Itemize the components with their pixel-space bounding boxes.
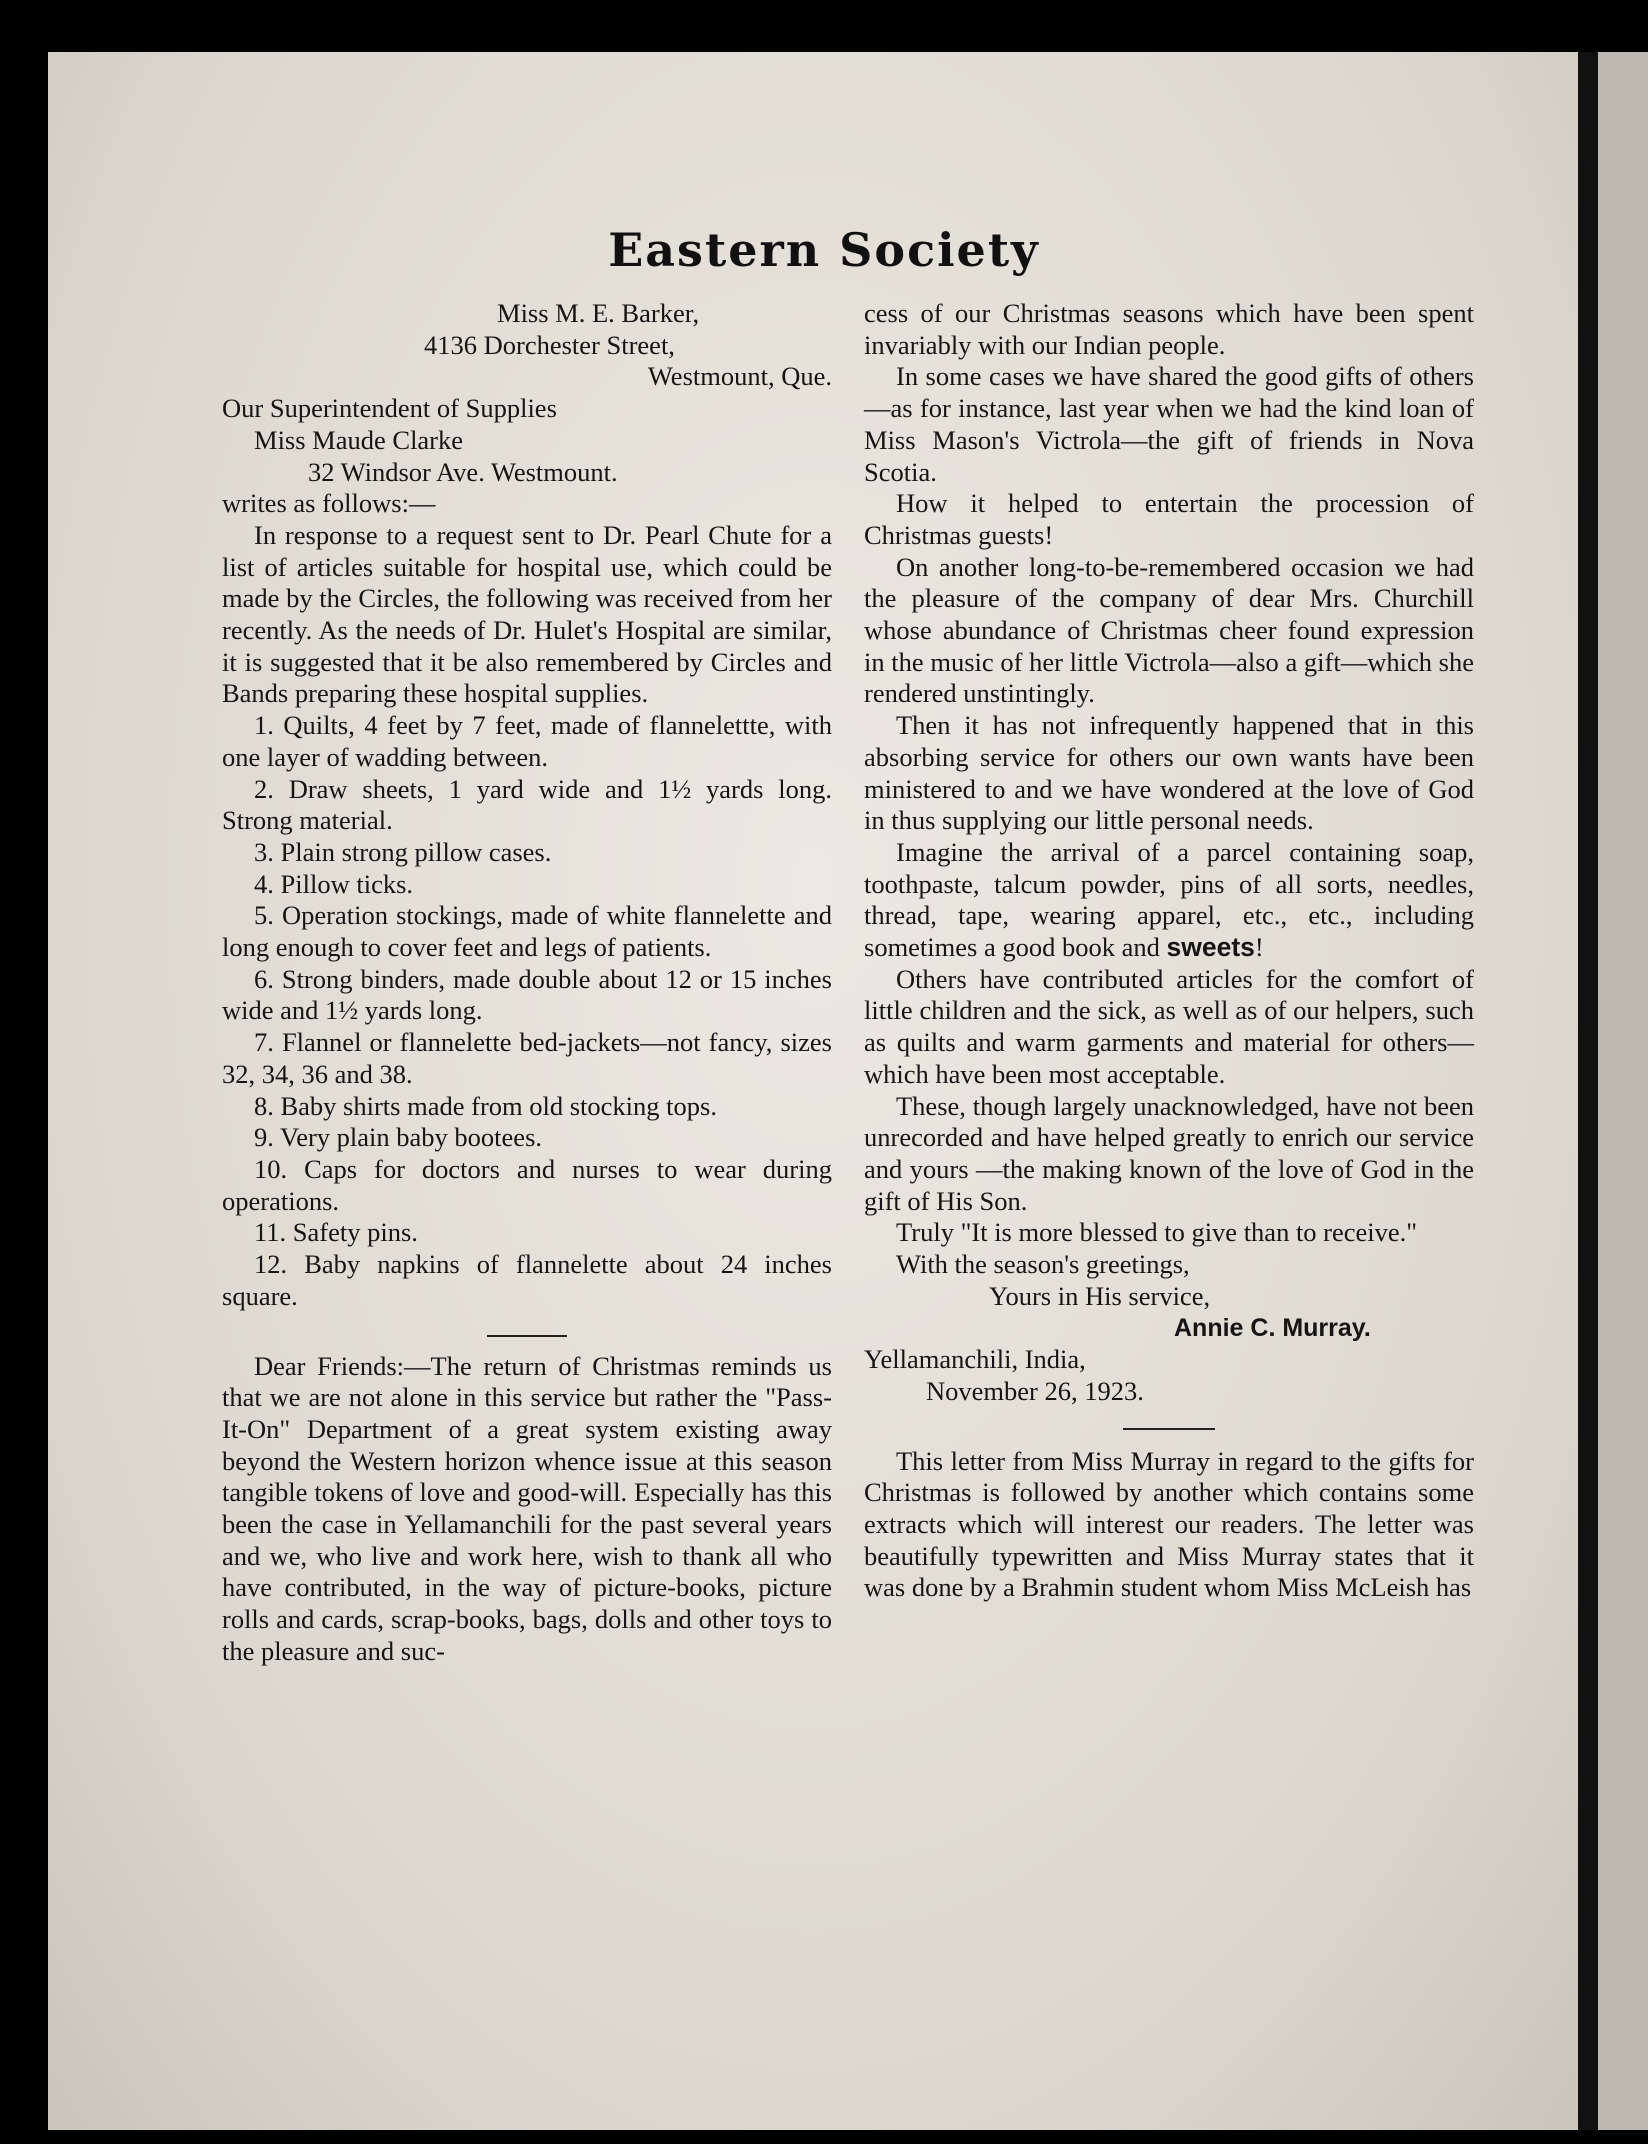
letter-paragraph: cess of our Christmas seasons which have been spent invariably with our Indian people. <box>864 298 1474 360</box>
section-divider <box>487 1335 567 1337</box>
letter-paragraph <box>864 837 1474 964</box>
letter-paragraph: Dear Friends:—The return of Christmas reminds us that we are not alone in this service but rather the "Pass-It-On" Department of a great system existing away beyond the Western horizon whence issue at this season tangible tokens of love and good-will. Especially has this been the case in Yellamanchili for the past several years and we, who live and work here, wish to thank all who have contributed, in the way of picture-books, picture rolls and cards, scrap-books, bags, dolls and other toys to the pleasure and suc- <box>222 1350 832 1666</box>
list-item: 6. Strong binders, made double about 12 or 15 inches wide and 1½ yards long. <box>222 963 832 1026</box>
letter-paragraph: In some cases we have shared the good gifts of others—as for instance, last year when we had the kind loan of Miss Mason's Victrola—the gift of friends in Nova Scotia. <box>864 361 1474 487</box>
address-line: Miss M. E. Barker, <box>497 298 700 328</box>
list-item: 8. Baby shirts made from old stocking tops. <box>254 1090 717 1121</box>
superintendent-line: Miss Maude Clarke <box>254 424 464 455</box>
list-item: 10. Caps for doctors and nurses to wear during operations. <box>222 1153 832 1216</box>
paragraph-text: ! <box>1254 932 1264 963</box>
letter-paragraph: These, though largely unacknowledged, have not been unrecorded and have helped greatly to enrich our service and yours —the making known of the love of God in the gift of His Son. <box>864 1090 1474 1216</box>
closing: Yours in His service, <box>989 1280 1211 1311</box>
superintendent-line: 32 Windsor Ave. Westmount. <box>308 456 618 487</box>
list-item: 1. Quilts, 4 feet by 7 feet, made of flannelettte, with one layer of wadding between. <box>222 710 832 772</box>
editor-note: This letter from Miss Murray in regard to the gifts for Christmas is followed by another which contains some extracts which will interest our readers. The letter was beautifully typewritten and Miss Murray states that it was done by a Brahmin student whom Miss McLeish has <box>864 1445 1474 1603</box>
superintendent-line: Our Superintendent of Supplies <box>222 393 557 424</box>
intro-paragraph: In response to a request sent to Dr. Pearl Chute for a list of articles suitable for hospital use, which could be made by the Circles, the following was received from her recently. As the needs of Dr. Hulet's Hospital are similar, it is suggested that it be also remembered by Circles and Bands preparing these hospital supplies. <box>222 519 832 709</box>
place-line: Yellamanchili, India, <box>864 1344 1086 1375</box>
list-item: 11. Safety pins. <box>254 1217 418 1248</box>
right-column <box>864 298 1474 1604</box>
emphasis-text: sweets <box>1166 932 1255 963</box>
letter-paragraph: How it helped to entertain the procession of Christmas guests! <box>864 488 1474 550</box>
address-line: Westmount, Que. <box>647 361 832 392</box>
greeting: With the season's greetings, <box>896 1249 1190 1280</box>
letter-paragraph: Truly "It is more blessed to give than to receive." <box>896 1217 1418 1248</box>
address-line: 4136 Dorchester Street, <box>424 329 675 360</box>
letter-paragraph: Others have contributed articles for the comfort of little children and the sick, as well as of our helpers, such as quilts and warm garments and material for others—which have been most acceptable. <box>864 963 1474 1089</box>
letter-paragraph: Then it has not infrequently happened that in this absorbing service for others our own wants have been ministered to and we have wondered at the love of God in thus supplying our little personal needs. <box>864 710 1474 836</box>
list-item: 4. Pillow ticks. <box>254 868 414 899</box>
superintendent-line: writes as follows:— <box>222 488 436 519</box>
date-line: November 26, 1923. <box>926 1375 1144 1406</box>
binding-edge <box>1578 52 1598 2130</box>
signature: Annie C. Murray. <box>1174 1313 1371 1342</box>
letter-paragraph: On another long-to-be-remembered occasion we had the pleasure of the company of dear Mrs. Churchill whose abundance of Christmas cheer found expression in the music of her little Victrola—also a gift—which she rendered unstintingly. <box>864 551 1474 709</box>
left-column <box>222 298 832 1668</box>
list-item: 2. Draw sheets, 1 yard wide and 1½ yards long. Strong material. <box>222 773 832 836</box>
list-item: 5. Operation stockings, made of white flannelette and long enough to cover feet and legs of patients. <box>222 900 832 963</box>
list-item: 7. Flannel or flannelette bed-jackets—not fancy, sizes 32, 34, 36 and 38. <box>222 1027 832 1089</box>
list-item: 12. Baby napkins of flannelette about 24 inches square. <box>222 1249 832 1311</box>
list-item: 9. Very plain baby bootees. <box>254 1122 543 1153</box>
page-title: Eastern Society <box>608 223 1040 277</box>
paragraph-text: Imagine the arrival of a parcel containing soap, toothpaste, talcum powder, pins of all sorts, needles, thread, tape, wearing apparel, etc., etc., including sometimes a good book and <box>864 836 1474 963</box>
list-item: 3. Plain strong pillow cases. <box>254 836 552 867</box>
next-page-edge <box>1598 52 1648 2130</box>
section-divider <box>1123 1428 1215 1430</box>
